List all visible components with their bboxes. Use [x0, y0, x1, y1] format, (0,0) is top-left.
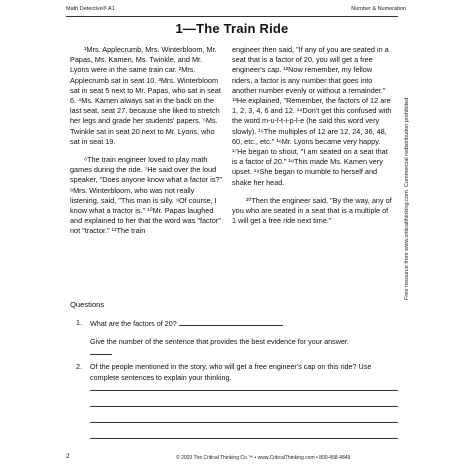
header-rule: [66, 16, 398, 17]
question-2: [76, 362, 396, 383]
question-subtext: Give the number of the sentence that provides the best evidence for your answer.: [90, 336, 349, 346]
question-text: Of the people mentioned in the story, who will get a free engineer's cap on this ride? Use complete sentences to explain your thinking.: [90, 362, 372, 382]
question-number: 1.: [76, 318, 82, 327]
answer-blank[interactable]: [179, 318, 283, 326]
answer-line[interactable]: [90, 390, 398, 391]
story-paragraph: ⁶The train engineer loved to play math games during the ride. ⁷He said over the loud speaker, "Does anyone know what a factor is?" ⁸Mrs. Winterbloom, who was not really listening, said, "This man is silly. ⁹Of course, I know what a tractor is." ¹⁰Mr. Papas laughed and explained to her that the word was "factor" not "tractor." ¹¹The train: [70, 155, 223, 236]
question-1: [76, 318, 396, 359]
page-number: 2: [66, 453, 70, 460]
header-right: Number & Numeration: [351, 6, 406, 12]
story-paragraph: ²⁰Then the engineer said, "By the way, any of you who are seated in a seat that is a multiple of 1 will get a free ride next time.": [232, 195, 392, 226]
question-number: 2.: [76, 362, 82, 371]
question-text: What are the factors of 20?: [90, 319, 177, 328]
footer-copyright: © 2003 The Critical Thinking Co.™ • www.CriticalThinking.com • 800-458-4849: [176, 455, 351, 461]
story-right-column: [232, 45, 392, 226]
answer-line[interactable]: [90, 438, 398, 439]
answer-line[interactable]: [90, 406, 398, 407]
story-paragraph: engineer then said, "If any of you are seated in a seat that is a factor of 20, you will get a free engineer's cap. ¹²Now remember, my fellow riders, a factor is any number that goes into another number evenly or without a remainder." ¹³He explained, "Remember, the factors of 12 are 1, 2, 3, 4, 6 and 12. ¹⁴Don't get this confused with the word m-u-l-t-i-p-l-e (he said this word very slowly). ¹⁵The multiples of 12 are 12, 24, 36, 48, 60, etc., etc." ¹⁶Mr. Lyons became very happy. ¹⁷He began to shout, "I am seated on a seat that is a factor of 20." ¹⁸This made Ms. Kamen very upset. ¹⁹She began to mumble to herself and shake her head.: [232, 45, 392, 187]
page-title: 1—The Train Ride: [175, 21, 289, 36]
header-left: Math Detective® A1: [66, 6, 115, 12]
answer-blank[interactable]: [90, 347, 112, 355]
questions-heading: Questions: [70, 300, 105, 309]
story-paragraph: ¹Mrs. Applecrumb, Mrs. Winterbloom, Mr. Papas, Ms. Kamen, Ms. Twinkle, and Mr. Lyons were in the same train car. ²Mrs. Applecrumb sat in seat 10. ³Mrs. Winterbloom sat in seat 5 next to Mr. Papas, who sat in seat 6. ⁴Ms. Kamen always sat in the back on the last seat, seat 27, because she liked to stretch her legs and grade her students' papers. ⁵Ms. Twinkle sat in seat 20 next to Mr. Lyons, who sat in seat 19.: [70, 45, 221, 146]
story-left-column: [70, 45, 222, 237]
side-note: Free resource from www.criticalthinking.com. Commercial redistribution prohibited: [404, 97, 410, 300]
answer-line[interactable]: [90, 422, 398, 423]
